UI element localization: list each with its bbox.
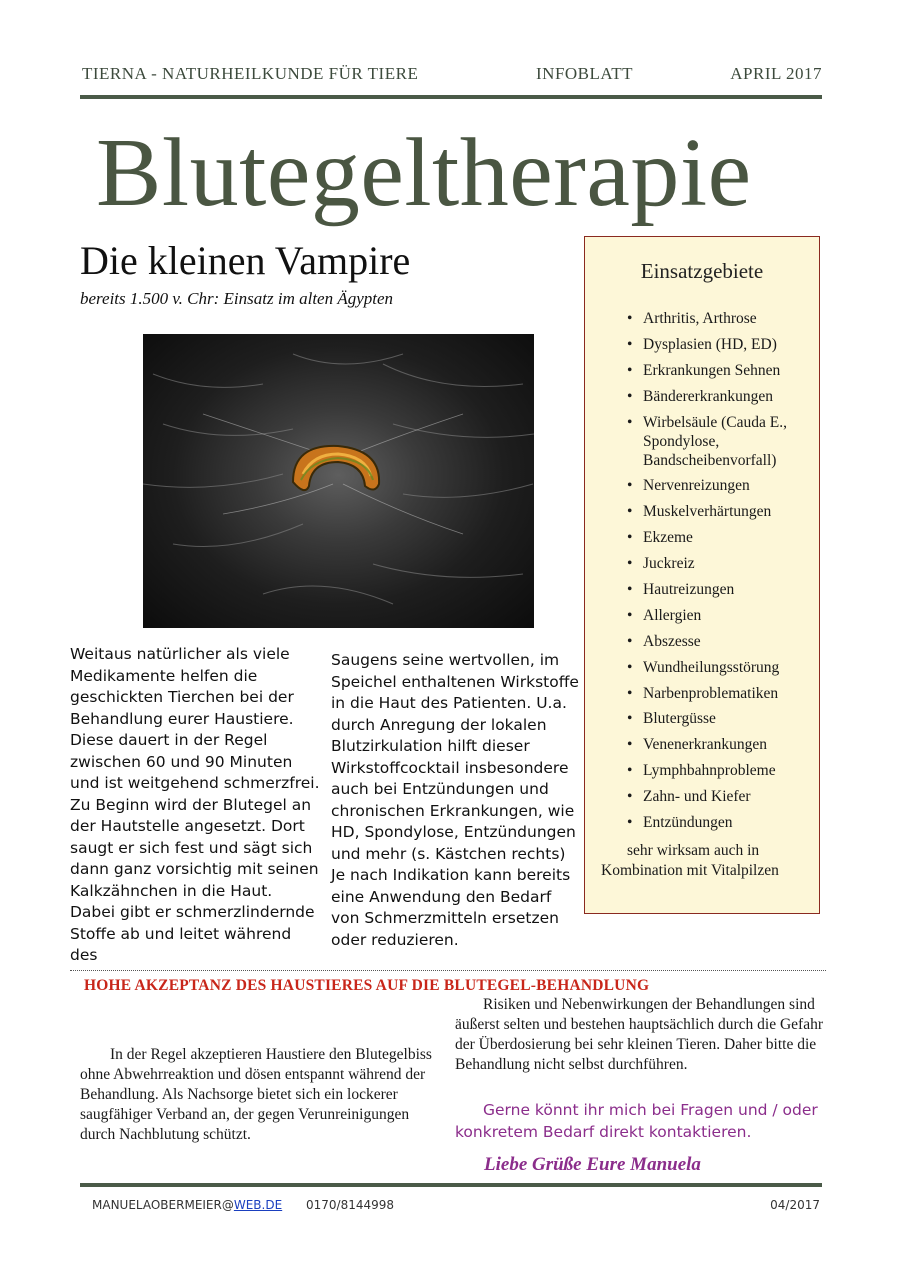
box-title: Einsatzgebiete	[640, 259, 764, 283]
leech-photo-graphic	[143, 334, 534, 628]
footer-phone: 0170/8144998	[306, 1198, 395, 1212]
list-item: • Wirbelsäule (Cauda E., Spondylose, Bandscheibenvorfall)	[603, 413, 813, 470]
list-item: • Bändererkrankungen	[603, 387, 813, 406]
list-item: • Zahn- und Kiefer	[603, 787, 813, 806]
section-divider	[70, 970, 826, 971]
email-domain-link[interactable]: WEB.DE	[233, 1198, 283, 1212]
list-item: • Abszesse	[603, 632, 813, 651]
footer-email[interactable]	[92, 1198, 282, 1212]
einsatzgebiete-box	[584, 236, 820, 914]
article-column-1: Weitaus natürlicher als viele Medikamente helfen die geschickten Tierchen bei der Behandlung eurer Haustiere. Diese dauert in der Regel zwischen 60 und 90 Minuten und ist weitgehend schmerzfrei. Zu Beginn wird der Blutegel an der Hautstelle angesetzt. Dort saugt er sich fest und sägt sich dann ganz vorsichtig mit seinen Kalkzähnchen in die Haut. Dabei gibt er schmerzlindernde Stoffe ab und leitet während des	[70, 645, 320, 964]
header-date: APRIL 2017	[730, 64, 822, 83]
contact-invitation: Gerne könnt ihr mich bei Fragen und / oder konkretem Bedarf direkt kontaktieren.	[455, 1101, 818, 1141]
list-item: • Juckreiz	[603, 554, 813, 573]
list-item: • Blutergüsse	[603, 709, 813, 728]
list-item: • Ekzeme	[603, 528, 813, 547]
footer-rule	[80, 1183, 822, 1187]
list-item: • Erkrankungen Sehnen	[603, 361, 813, 380]
signature: Liebe Grüße Eure Manuela	[484, 1154, 701, 1175]
list-item: • Arthritis, Arthrose	[603, 309, 813, 328]
page-subtitle: Die kleinen Vampire	[80, 238, 411, 283]
list-item: • Lymphbahnprobleme	[603, 761, 813, 780]
tagline: bereits 1.500 v. Chr: Einsatz im alten Ägypten	[80, 289, 394, 308]
list-item: • Hautreizungen	[603, 580, 813, 599]
page-header	[82, 64, 822, 88]
section-banner: HOHE AKZEPTANZ DES HAUSTIERES AUF DIE BLUTEGEL-BEHANDLUNG	[84, 977, 650, 994]
list-item: • Muskelverhärtungen	[603, 502, 813, 521]
list-item: • Venenerkrankungen	[603, 735, 813, 754]
email-prefix: MANUELAOBERMEIER@	[92, 1198, 234, 1212]
page-title: Blutegeltherapie	[96, 119, 752, 227]
list-item: • Entzündungen	[603, 813, 813, 832]
risks-paragraph: Risiken und Nebenwirkungen der Behandlungen sind äußerst selten und bestehen hauptsächlich durch die Gefahr der Überdosierung bei sehr kleinen Tieren. Daher bitte die Behandlung nicht selbst durchführen.	[455, 996, 823, 1073]
list-item: • Nervenreizungen	[603, 476, 813, 495]
header-publisher: TIERNA - NATURHEILKUNDE FÜR TIERE	[82, 64, 419, 83]
acceptance-paragraph: In der Regel akzeptieren Haustiere den Blutegelbiss ohne Abwehrreaktion und dösen entspannt während der Behandlung. Als Nachsorge bietet sich ein lockerer saugfähiger Verband an, der gegen Verunreinigungen durch Nachblutung schützt.	[80, 1046, 432, 1143]
header-doc-type: INFOBLATT	[536, 64, 634, 83]
list-item: • Narbenproblematiken	[603, 684, 813, 703]
header-rule	[80, 95, 822, 99]
page-footer	[92, 1198, 820, 1216]
article-column-2: Saugens seine wertvollen, im Speichel enthaltenen Wirkstoffe in die Haut des Patienten. U.a. durch Anregung der lokalen Blutzirkulation hilft dieser Wirkstoffcocktail insbesondere auch bei Entzündungen und chronischen Erkrankungen, wie HD, Spondylose, Entzündungen und mehr (s. Kästchen rechts) Je nach Indikation kann bereits eine Anwendung den Bedarf von Schmerzmitteln ersetzen oder reduzieren.	[331, 651, 579, 949]
box-note: sehr wirksam auch in Kombination mit Vitalpilzen	[601, 842, 779, 879]
list-item: • Dysplasien (HD, ED)	[603, 335, 813, 354]
indication-list	[603, 309, 813, 839]
leech-photo	[143, 334, 534, 628]
list-item: • Allergien	[603, 606, 813, 625]
footer-date: 04/2017	[770, 1198, 820, 1212]
list-item: • Wundheilungsstörung	[603, 658, 813, 677]
